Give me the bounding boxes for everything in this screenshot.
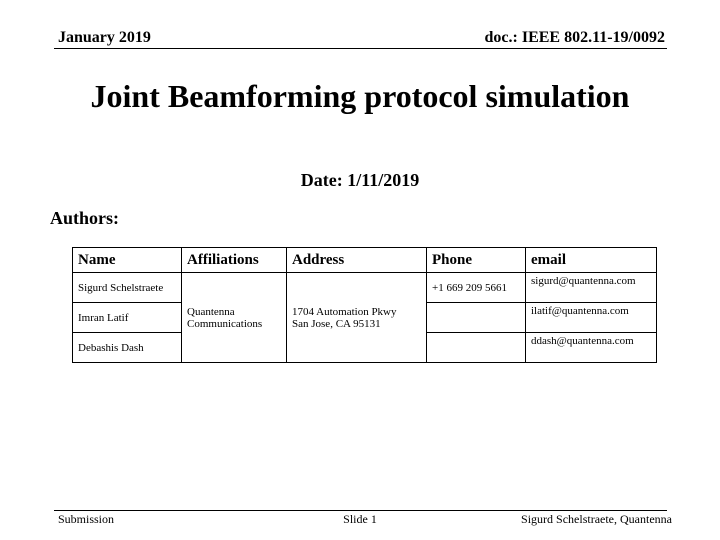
footer-submission: Submission <box>58 512 115 526</box>
author-email: ilatif@quantenna.com <box>526 303 657 333</box>
author-name: Imran Latif <box>73 303 182 333</box>
footer-author: Sigurd Schelstraete, Quantenna <box>521 512 672 526</box>
date-line: Date: 1/11/2019 <box>300 170 420 190</box>
authors-label: Authors: <box>50 208 120 228</box>
slide-title: Joint Beamforming protocol simulation <box>90 78 630 114</box>
header-phone: Phone <box>427 248 526 273</box>
header-email: email <box>526 248 657 273</box>
author-address <box>287 273 427 363</box>
author-name: Debashis Dash <box>73 333 182 363</box>
header-date: January 2019 <box>58 29 151 46</box>
table-row <box>73 273 657 303</box>
author-email: ddash@quantenna.com <box>526 333 657 363</box>
table-header-row <box>73 248 657 273</box>
author-name: Sigurd Schelstraete <box>73 273 182 303</box>
affiliation-text: Quantenna Communications <box>187 305 263 330</box>
header-rule <box>54 48 667 49</box>
authors-table <box>72 247 657 363</box>
author-phone <box>427 333 526 363</box>
header-address: Address <box>287 248 427 273</box>
author-phone <box>427 303 526 333</box>
footer-rule <box>54 510 667 511</box>
address-line-1: 1704 Automation Pkwy <box>292 305 397 318</box>
author-affiliation <box>182 273 287 363</box>
address-line-2: San Jose, CA 95131 <box>292 317 381 330</box>
header-affiliations: Affiliations <box>182 248 287 273</box>
author-email: sigurd@quantenna.com <box>526 273 657 303</box>
author-phone: +1 669 209 5661 <box>427 273 526 303</box>
header-doc-number: doc.: IEEE 802.11-19/0092 <box>484 29 665 46</box>
footer-slide-number: Slide 1 <box>343 512 377 526</box>
header-name: Name <box>73 248 182 273</box>
